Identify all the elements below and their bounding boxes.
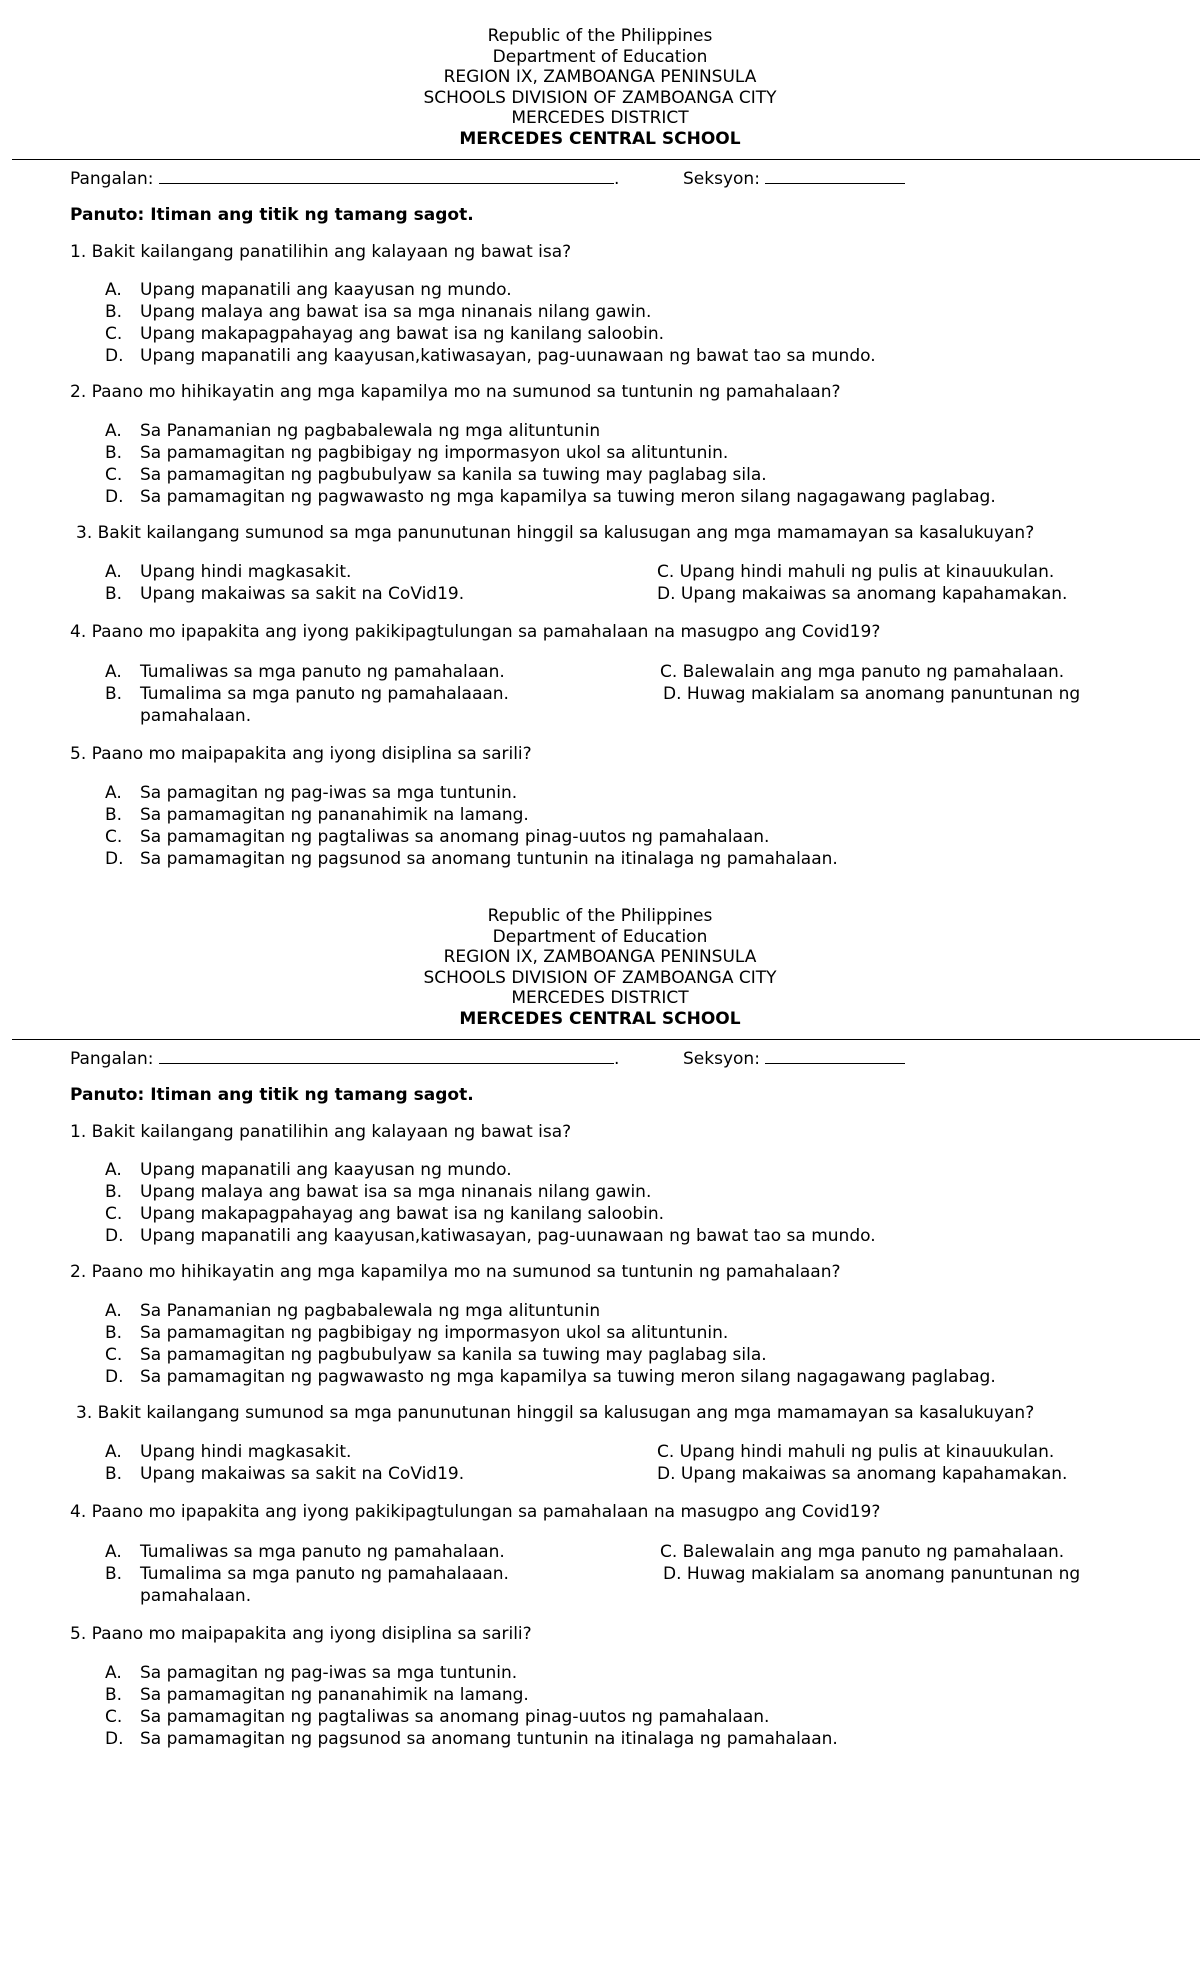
name-blank-line[interactable] xyxy=(159,168,614,184)
header-school-name: MERCEDES CENTRAL SCHOOL xyxy=(459,1008,741,1029)
q4-option-b[interactable] xyxy=(105,1563,509,1585)
section-field[interactable] xyxy=(683,1048,905,1070)
quiz-sheet-2 xyxy=(0,906,1200,1766)
option-letter: A. xyxy=(105,1442,122,1462)
option-text: Sa pamamagitan ng pagtaliwas sa anomang pinag-uutos ng pamahalaan. xyxy=(140,827,770,847)
option-letter: D. xyxy=(105,1226,124,1246)
header-region: REGION IX, ZAMBOANGA PENINSULA xyxy=(443,67,757,88)
option-text: Sa pamamagitan ng pagbubulyaw sa kanila sa tuwing may paglabag sila. xyxy=(140,1345,767,1365)
q1-option-a[interactable] xyxy=(105,279,512,301)
q2-option-a[interactable] xyxy=(105,1300,600,1322)
q5-option-d[interactable] xyxy=(105,1728,838,1750)
header-department: Department of Education xyxy=(492,46,708,67)
option-text: Sa pamamagitan ng pagtaliwas sa anomang pinag-uutos ng pamahalaan. xyxy=(140,1707,770,1727)
option-letter: C. xyxy=(105,1204,123,1224)
q5-option-b[interactable] xyxy=(105,1684,529,1706)
option-letter: B. xyxy=(105,805,123,825)
option-text: Sa pamagitan ng pag-iwas sa mga tuntunin. xyxy=(140,783,518,803)
header-division: SCHOOLS DIVISION OF ZAMBOANGA CITY xyxy=(423,87,777,108)
header-divider xyxy=(12,159,1200,160)
name-end-punct: . xyxy=(613,1049,620,1069)
section-label: Seksyon: xyxy=(683,1049,760,1069)
option-text: Upang hindi magkasakit. xyxy=(140,1442,352,1462)
option-letter: B. xyxy=(105,1182,123,1202)
q1-option-b[interactable] xyxy=(105,1181,651,1203)
option-letter: A. xyxy=(105,421,122,441)
option-text: Upang malaya ang bawat isa sa mga ninanais nilang gawin. xyxy=(140,302,652,322)
question-3: 3. Bakit kailangang sumunod sa mga panunutunan hinggil sa kalusugan ang mga mamamayan sa kasalukuyan? xyxy=(76,523,1035,543)
option-letter: B. xyxy=(105,302,123,322)
option-letter: A. xyxy=(105,562,122,582)
header-republic: Republic of the Philippines xyxy=(487,906,713,926)
option-letter: D. xyxy=(105,487,124,507)
option-text: Sa pamamagitan ng pagbubulyaw sa kanila sa tuwing may paglabag sila. xyxy=(140,465,767,485)
option-text: Upang mapanatili ang kaayusan ng mundo. xyxy=(140,280,512,300)
q3-option-c[interactable]: C. Upang hindi mahuli ng pulis at kinauukulan. xyxy=(657,1442,1055,1462)
option-text: Upang makapagpahayag ang bawat isa ng kanilang saloobin. xyxy=(140,324,665,344)
question-3: 3. Bakit kailangang sumunod sa mga panunutunan hinggil sa kalusugan ang mga mamamayan sa kasalukuyan? xyxy=(76,1403,1035,1423)
header-republic: Republic of the Philippines xyxy=(487,26,713,46)
section-blank-line[interactable] xyxy=(765,1048,905,1064)
q1-option-d[interactable] xyxy=(105,345,876,367)
option-text: Sa pamamagitan ng pagwawasto ng mga kapamilya sa tuwing meron silang nagagawang paglabag. xyxy=(140,1367,996,1387)
option-letter: D. xyxy=(105,849,124,869)
q3-option-d[interactable]: D. Upang makaiwas sa anomang kapahamakan. xyxy=(657,1464,1068,1484)
option-text: Upang mapanatili ang kaayusan,katiwasayan, pag-uunawaan ng bawat tao sa mundo. xyxy=(140,346,876,366)
q4-option-a[interactable] xyxy=(105,661,505,683)
quiz-sheet-1 xyxy=(0,26,1200,886)
q4-option-c[interactable]: C. Balewalain ang mga panuto ng pamahalaan. xyxy=(660,662,1065,682)
q2-option-b[interactable] xyxy=(105,1322,728,1344)
q1-option-a[interactable] xyxy=(105,1159,512,1181)
q4-option-b[interactable] xyxy=(105,683,509,705)
name-end-punct: . xyxy=(613,169,620,189)
option-letter: B. xyxy=(105,584,123,604)
name-blank-line[interactable] xyxy=(159,1048,614,1064)
section-field[interactable] xyxy=(683,168,905,190)
header-school-name: MERCEDES CENTRAL SCHOOL xyxy=(459,128,741,149)
name-label: Pangalan: xyxy=(70,1049,154,1069)
q5-option-c[interactable] xyxy=(105,826,769,848)
option-text: Upang makaiwas sa sakit na CoVid19. xyxy=(140,1464,465,1484)
option-text: Tumaliwas sa mga panuto ng pamahalaan. xyxy=(140,662,505,682)
option-text: Tumalima sa mga panuto ng pamahalaaan. xyxy=(140,684,509,704)
option-text: Sa pamamagitan ng pagbibigay ng impormasyon ukol sa alituntunin. xyxy=(140,1323,729,1343)
instructions: Panuto: Itiman ang titik ng tamang sagot. xyxy=(70,1085,474,1105)
option-text: Upang mapanatili ang kaayusan ng mundo. xyxy=(140,1160,512,1180)
q3-option-b[interactable] xyxy=(105,583,464,605)
q1-option-d[interactable] xyxy=(105,1225,876,1247)
option-letter: D. xyxy=(105,1729,124,1749)
q3-option-a[interactable] xyxy=(105,1441,351,1463)
option-letter: A. xyxy=(105,1663,122,1683)
option-letter: C. xyxy=(105,465,123,485)
q4-option-a[interactable] xyxy=(105,1541,505,1563)
option-letter: B. xyxy=(105,443,123,463)
option-letter: A. xyxy=(105,783,122,803)
letterhead xyxy=(0,26,1200,150)
q2-option-c[interactable] xyxy=(105,1344,767,1366)
option-letter: A. xyxy=(105,1160,122,1180)
header-region: REGION IX, ZAMBOANGA PENINSULA xyxy=(443,947,757,968)
q5-option-c[interactable] xyxy=(105,1706,769,1728)
q2-option-c[interactable] xyxy=(105,464,767,486)
question-2: 2. Paano mo hihikayatin ang mga kapamilya mo na sumunod sa tuntunin ng pamahalaan? xyxy=(70,1262,841,1282)
q4-option-d-continued[interactable]: pamahalaan. xyxy=(140,706,252,726)
instructions: Panuto: Itiman ang titik ng tamang sagot. xyxy=(70,205,474,225)
option-text: Sa pamamagitan ng pananahimik na lamang. xyxy=(140,1685,529,1705)
option-text: Sa pamamagitan ng pagsunod sa anomang tuntunin na itinalaga ng pamahalaan. xyxy=(140,849,838,869)
q5-option-b[interactable] xyxy=(105,804,529,826)
q2-option-a[interactable] xyxy=(105,420,600,442)
q4-option-d-continued[interactable]: pamahalaan. xyxy=(140,1586,252,1606)
question-1: 1. Bakit kailangang panatilihin ang kalayaan ng bawat isa? xyxy=(70,242,572,262)
header-department: Department of Education xyxy=(492,926,708,947)
q5-option-a[interactable] xyxy=(105,1662,517,1684)
option-text: Sa pamamagitan ng pagwawasto ng mga kapamilya sa tuwing meron silang nagagawang paglabag. xyxy=(140,487,996,507)
option-letter: A. xyxy=(105,662,122,682)
q2-option-b[interactable] xyxy=(105,442,728,464)
option-letter: B. xyxy=(105,1564,123,1584)
option-text: Upang mapanatili ang kaayusan,katiwasayan, pag-uunawaan ng bawat tao sa mundo. xyxy=(140,1226,876,1246)
q4-option-d[interactable]: D. Huwag makialam sa anomang panuntunan ng xyxy=(663,1564,1081,1584)
q3-option-b[interactable] xyxy=(105,1463,464,1485)
option-text: Sa pamamagitan ng pananahimik na lamang. xyxy=(140,805,529,825)
header-division: SCHOOLS DIVISION OF ZAMBOANGA CITY xyxy=(423,967,777,988)
q5-option-a[interactable] xyxy=(105,782,517,804)
q1-option-c[interactable] xyxy=(105,1203,664,1225)
option-letter: A. xyxy=(105,1542,122,1562)
option-text: Upang makapagpahayag ang bawat isa ng kanilang saloobin. xyxy=(140,1204,665,1224)
q1-option-c[interactable] xyxy=(105,323,664,345)
q4-option-d[interactable]: D. Huwag makialam sa anomang panuntunan ng xyxy=(663,684,1081,704)
option-letter: B. xyxy=(105,1323,123,1343)
option-letter: D. xyxy=(105,346,124,366)
option-letter: B. xyxy=(105,1464,123,1484)
option-letter: B. xyxy=(105,684,123,704)
q5-option-d[interactable] xyxy=(105,848,838,870)
option-text: Sa pamamagitan ng pagsunod sa anomang tuntunin na itinalaga ng pamahalaan. xyxy=(140,1729,838,1749)
header-district: MERCEDES DISTRICT xyxy=(511,108,689,129)
option-text: Upang hindi magkasakit. xyxy=(140,562,352,582)
option-text: Tumaliwas sa mga panuto ng pamahalaan. xyxy=(140,1542,505,1562)
question-4: 4. Paano mo ipapakita ang iyong pakikipagtulungan sa pamahalaan na masugpo ang Covid19? xyxy=(70,1502,881,1522)
question-5: 5. Paano mo maipapakita ang iyong disiplina sa sarili? xyxy=(70,1624,532,1644)
option-letter: C. xyxy=(105,1345,123,1365)
section-blank-line[interactable] xyxy=(765,168,905,184)
q4-option-c[interactable]: C. Balewalain ang mga panuto ng pamahalaan. xyxy=(660,1542,1065,1562)
q2-option-d[interactable] xyxy=(105,486,996,508)
question-5: 5. Paano mo maipapakita ang iyong disiplina sa sarili? xyxy=(70,744,532,764)
q3-option-d[interactable]: D. Upang makaiwas sa anomang kapahamakan. xyxy=(657,584,1068,604)
q3-option-c[interactable]: C. Upang hindi mahuli ng pulis at kinauukulan. xyxy=(657,562,1055,582)
header-divider xyxy=(12,1039,1200,1040)
option-letter: D. xyxy=(105,1367,124,1387)
option-text: Sa Panamanian ng pagbabalewala ng mga alituntunin xyxy=(140,1301,601,1321)
question-2: 2. Paano mo hihikayatin ang mga kapamilya mo na sumunod sa tuntunin ng pamahalaan? xyxy=(70,382,841,402)
option-text: Upang makaiwas sa sakit na CoVid19. xyxy=(140,584,465,604)
option-text: Tumalima sa mga panuto ng pamahalaaan. xyxy=(140,1564,509,1584)
option-letter: C. xyxy=(105,324,123,344)
q1-option-b[interactable] xyxy=(105,301,651,323)
option-text: Sa Panamanian ng pagbabalewala ng mga alituntunin xyxy=(140,421,601,441)
name-label: Pangalan: xyxy=(70,169,154,189)
option-letter: B. xyxy=(105,1685,123,1705)
question-1: 1. Bakit kailangang panatilihin ang kalayaan ng bawat isa? xyxy=(70,1122,572,1142)
name-field[interactable] xyxy=(70,1048,619,1070)
header-district: MERCEDES DISTRICT xyxy=(511,988,689,1009)
option-letter: A. xyxy=(105,1301,122,1321)
section-label: Seksyon: xyxy=(683,169,760,189)
option-letter: C. xyxy=(105,1707,123,1727)
option-text: Upang malaya ang bawat isa sa mga ninanais nilang gawin. xyxy=(140,1182,652,1202)
letterhead xyxy=(0,906,1200,1030)
name-field[interactable] xyxy=(70,168,619,190)
option-letter: C. xyxy=(105,827,123,847)
option-text: Sa pamamagitan ng pagbibigay ng impormasyon ukol sa alituntunin. xyxy=(140,443,729,463)
option-text: Sa pamagitan ng pag-iwas sa mga tuntunin. xyxy=(140,1663,518,1683)
q3-option-a[interactable] xyxy=(105,561,351,583)
option-letter: A. xyxy=(105,280,122,300)
question-4: 4. Paano mo ipapakita ang iyong pakikipagtulungan sa pamahalaan na masugpo ang Covid19? xyxy=(70,622,881,642)
q2-option-d[interactable] xyxy=(105,1366,996,1388)
